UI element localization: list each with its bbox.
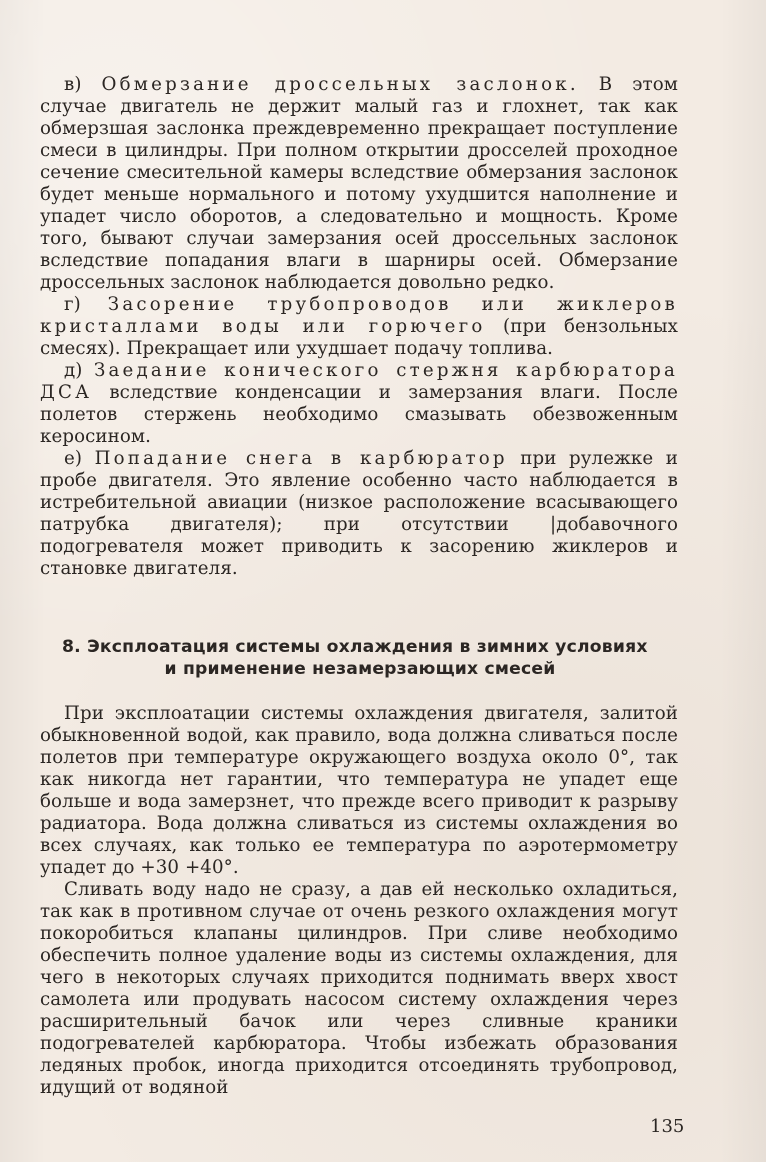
section-heading-line-2: и применение незамерзающих смесей	[164, 659, 556, 679]
section-carburetor-icing-list	[40, 74, 678, 580]
item-v-title: Обмерзание дроссельных заслонок.	[101, 74, 579, 95]
paragraph-item-g	[40, 294, 678, 360]
item-e-prefix: е)	[64, 448, 95, 469]
paragraph-cooling-1: При эксплоатации системы охлаждения двигателя, залитой обыкновенной водой, как правило, вода должна сливаться после полетов при температуре окружающего воздуха около 0°, так как никогда нет гарантии, что температура не упадет еще больше и вода замерзнет, что прежде всего приводит к разрыву радиатора. Вода должна сливаться из системы охлаждения во всех случаях, как только ее температура по аэротермометру упадет до +30 +40°.	[40, 703, 678, 878]
item-d-title: Заедание конического стержня карбюратора ДСА	[40, 360, 678, 403]
section-cooling-system-text	[40, 703, 678, 1099]
item-g-text: (при бензольных смесях). Прекращает или ухудшает подачу топлива.	[40, 316, 678, 359]
page-number: 135	[650, 1116, 685, 1137]
item-g-prefix: г)	[64, 294, 108, 315]
paragraph-item-v	[40, 74, 678, 294]
paragraph-cooling-2: Сливать воду надо не сразу, а дав ей несколько охладиться, так как в противном случае от очень резкого охлаждения могут покоробиться клапаны цилиндров. При сливе необходимо обеспечить полное удаление воды из системы охлаждения, для чего в некоторых случаях приходится поднимать вверх хвост самолета или продувать насосом систему охлаждения через расширительный бачок или через сливные краники подогревателей карбюратора. Чтобы избежать образования ледяных пробок, иногда приходится отсоединять трубопровод, идущий от водяной	[40, 879, 678, 1098]
item-v-prefix: в)	[64, 74, 102, 95]
paragraph-item-e	[40, 448, 678, 580]
item-e-text: при рулежке и пробе двигателя. Это явление особенно часто наблюдается в истребительной авиации (низкое расположение всасывающего патрубка двигателя); при отсутствии |добавочного подогревателя может приводить к засорению жиклеров и становке двигателя.	[40, 448, 678, 579]
item-d-text: вследствие конденсации и замерзания влаги. После полетов стержень необходимо смазывать обезвоженным керосином.	[40, 382, 678, 447]
item-e-title: Попадание снега в карбюратор	[94, 448, 508, 469]
section-heading	[40, 636, 680, 680]
item-g-title: Засорение трубопроводов или жиклеров кристаллами воды или горючего	[40, 294, 678, 337]
item-v-text: В этом случае двигатель не держит малый газ и глохнет, так как обмерзшая заслонка преждевременно прекращает поступление смеси в цилиндры. При полном открытии дросселей проходное сечение смесительной камеры вследствие обмерзания заслонок будет меньше нормального и потому ухудшится наполнение и упадет число оборотов, а следовательно и мощность. Кроме того, бывают случаи замерзания осей дроссельных заслонок вследствие попадания влаги в шарниры осей. Обмерзание дроссельных заслонок наблюдается довольно редко.	[40, 74, 678, 293]
paragraph-item-d	[40, 360, 678, 448]
item-d-prefix: д)	[64, 360, 94, 381]
section-heading-line-1: 8. Эксплоатация системы охлаждения в зимних условиях	[62, 637, 648, 657]
